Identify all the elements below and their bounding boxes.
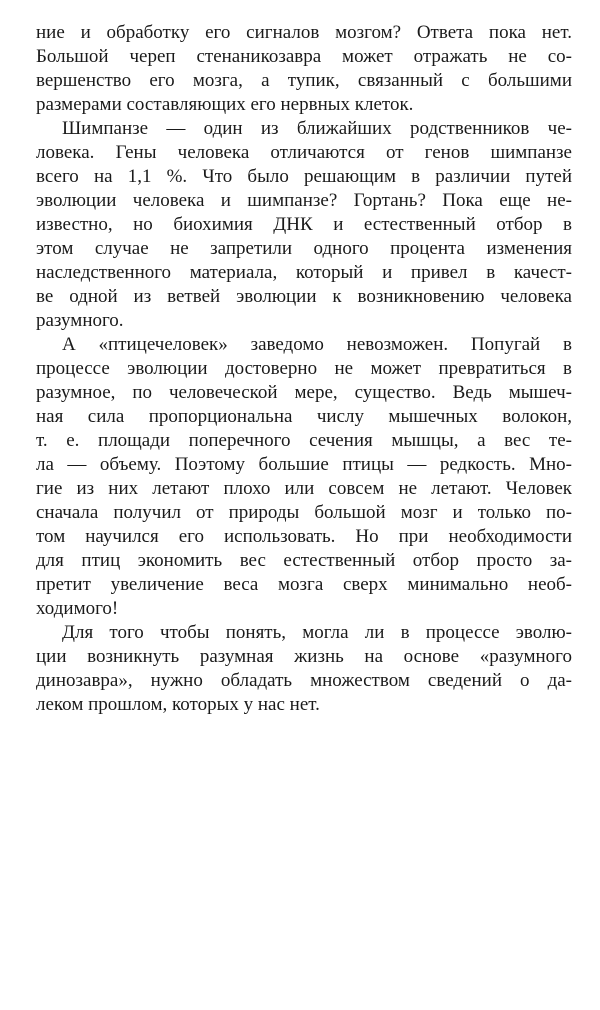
text-line: известно, но биохимия ДНК и естественный отбор в bbox=[36, 214, 572, 235]
text-line: А «птицечеловек» заведомо невозможен. Попугай в bbox=[62, 334, 572, 355]
text-line: ве одной из ветвей эволюции к возникновению человека bbox=[36, 286, 572, 307]
text-line: леком прошлом, которых у нас нет. bbox=[36, 694, 320, 715]
text-line: размерами составляющих его нервных клеток. bbox=[36, 94, 414, 115]
text-line: ная сила пропорциональна числу мышечных волокон, bbox=[36, 406, 572, 427]
text-line: сначала получил от природы большой мозг и только по- bbox=[36, 502, 572, 523]
text-line: разумного. bbox=[36, 310, 124, 331]
text-line: динозавра», нужно обладать множеством сведений о да- bbox=[36, 670, 572, 691]
text-line: том научился его использовать. Но при необходимости bbox=[36, 526, 572, 547]
text-line: Большой череп стенаникозавра может отражать не со- bbox=[36, 46, 572, 67]
text-line: для птиц экономить вес естественный отбор просто за- bbox=[36, 550, 572, 571]
text-line: претит увеличение веса мозга сверх минимально необ- bbox=[36, 574, 572, 595]
text-line: этом случае не запретили одного процента изменения bbox=[36, 238, 572, 259]
text-line: гие из них летают плохо или совсем не летают. Человек bbox=[36, 478, 572, 499]
text-line: ние и обработку его сигналов мозгом? Ответа пока нет. bbox=[36, 22, 572, 43]
text-line: всего на 1,1 %. Что было решающим в различии путей bbox=[36, 166, 572, 187]
text-line: Шимпанзе — один из ближайших родственников че- bbox=[62, 118, 572, 139]
text-line: разумное, по человеческой мере, существо. Ведь мышеч- bbox=[36, 382, 572, 403]
text-line: Для того чтобы понять, могла ли в процессе эволю- bbox=[62, 622, 572, 643]
text-line: ловека. Гены человека отличаются от генов шимпанзе bbox=[36, 142, 572, 163]
text-line: вершенство его мозга, а тупик, связанный с большими bbox=[36, 70, 572, 91]
text-line: ходимого! bbox=[36, 598, 119, 619]
text-line: ла — объему. Поэтому большие птицы — редкость. Мно- bbox=[36, 454, 572, 475]
text-line: т. е. площади поперечного сечения мышцы, а вес те- bbox=[36, 430, 572, 451]
text-line: процессе эволюции достоверно не может превратиться в bbox=[36, 358, 572, 379]
text-line: ции возникнуть разумная жизнь на основе «разумного bbox=[36, 646, 572, 667]
text-line: эволюции человека и шимпанзе? Гортань? Пока еще не- bbox=[36, 190, 572, 211]
text-line: наследственного материала, который и привел в качест- bbox=[36, 262, 572, 283]
